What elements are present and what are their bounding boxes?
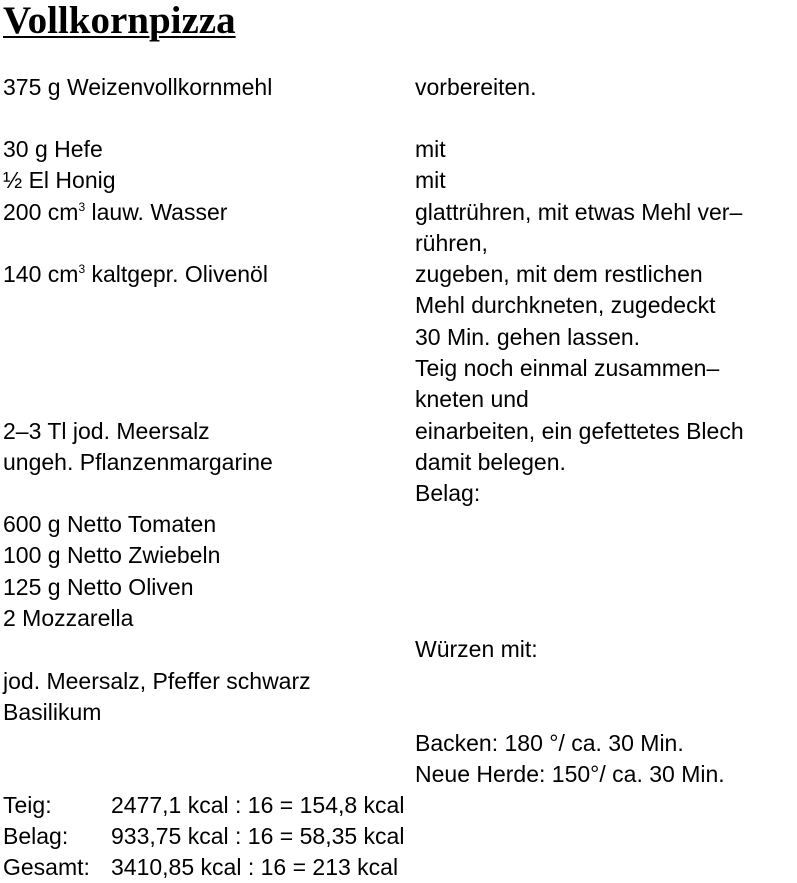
ingredient-oil-unit-exponent: 3 xyxy=(78,262,86,276)
ingredient-oil-amount: 140 cm xyxy=(3,261,79,287)
ingredient-onions: 100 g Netto Zwiebeln xyxy=(3,542,221,568)
ingredient-yeast: 30 g Hefe xyxy=(3,136,103,162)
ingredient-margarine: ungeh. Pflanzenmargarine xyxy=(3,449,273,475)
nutrition-label: Gesamt: xyxy=(3,854,90,880)
ingredient-oil-name: kaltgepr. Olivenöl xyxy=(85,261,268,287)
ingredient-honey: ½ El Honig xyxy=(3,167,116,193)
step-line: 30 Min. gehen lassen. xyxy=(415,324,641,350)
nutrition-label: Belag: xyxy=(3,823,69,849)
recipe-title: Vollkornpizza xyxy=(3,0,236,42)
ingredient-olives: 125 g Netto Oliven xyxy=(3,574,194,600)
step-line: zugeben, mit dem restlichen xyxy=(415,261,703,287)
step-line: mit xyxy=(415,167,446,193)
step-line: rühren, xyxy=(415,230,488,256)
nutrition-value: 933,75 kcal : 16 = 58,35 kcal xyxy=(111,823,405,849)
ingredient-tomatoes: 600 g Netto Tomaten xyxy=(3,511,217,537)
ingredient-water-unit-exponent: 3 xyxy=(78,200,86,214)
step-line: vorbereiten. xyxy=(415,74,537,100)
section-label-topping: Belag: xyxy=(415,480,481,506)
ingredient-salt: 2–3 Tl jod. Meersalz xyxy=(3,418,210,444)
step-line: glattrühren, mit etwas Mehl ver– xyxy=(415,199,743,225)
ingredient-water-amount: 200 cm xyxy=(3,199,79,225)
nutrition-value: 3410,85 kcal : 16 = 213 kcal xyxy=(111,854,399,880)
ingredient-water-name: lauw. Wasser xyxy=(85,199,228,225)
nutrition-value: 2477,1 kcal : 16 = 154,8 kcal xyxy=(111,792,405,818)
step-line: einarbeiten, ein gefettetes Blech xyxy=(415,418,744,444)
ingredient-seasoning: jod. Meersalz, Pfeffer schwarz xyxy=(3,668,311,694)
ingredient-flour: 375 g Weizenvollkornmehl xyxy=(3,74,273,100)
section-label-seasoning: Würzen mit: xyxy=(415,636,538,662)
baking-instruction: Backen: 180 °/ ca. 30 Min. xyxy=(415,730,684,756)
step-line: damit belegen. xyxy=(415,449,566,475)
ingredient-basil: Basilikum xyxy=(3,699,102,725)
ingredient-olive-oil xyxy=(3,259,268,290)
ingredient-mozzarella: 2 Mozzarella xyxy=(3,605,134,631)
step-line: Teig noch einmal zusammen– xyxy=(415,355,720,381)
nutrition-label: Teig: xyxy=(3,792,52,818)
step-line: mit xyxy=(415,136,446,162)
ingredient-water xyxy=(3,197,227,228)
step-line: kneten und xyxy=(415,386,529,412)
baking-instruction-new-oven: Neue Herde: 150°/ ca. 30 Min. xyxy=(415,761,725,787)
step-line: Mehl durchkneten, zugedeckt xyxy=(415,292,716,318)
